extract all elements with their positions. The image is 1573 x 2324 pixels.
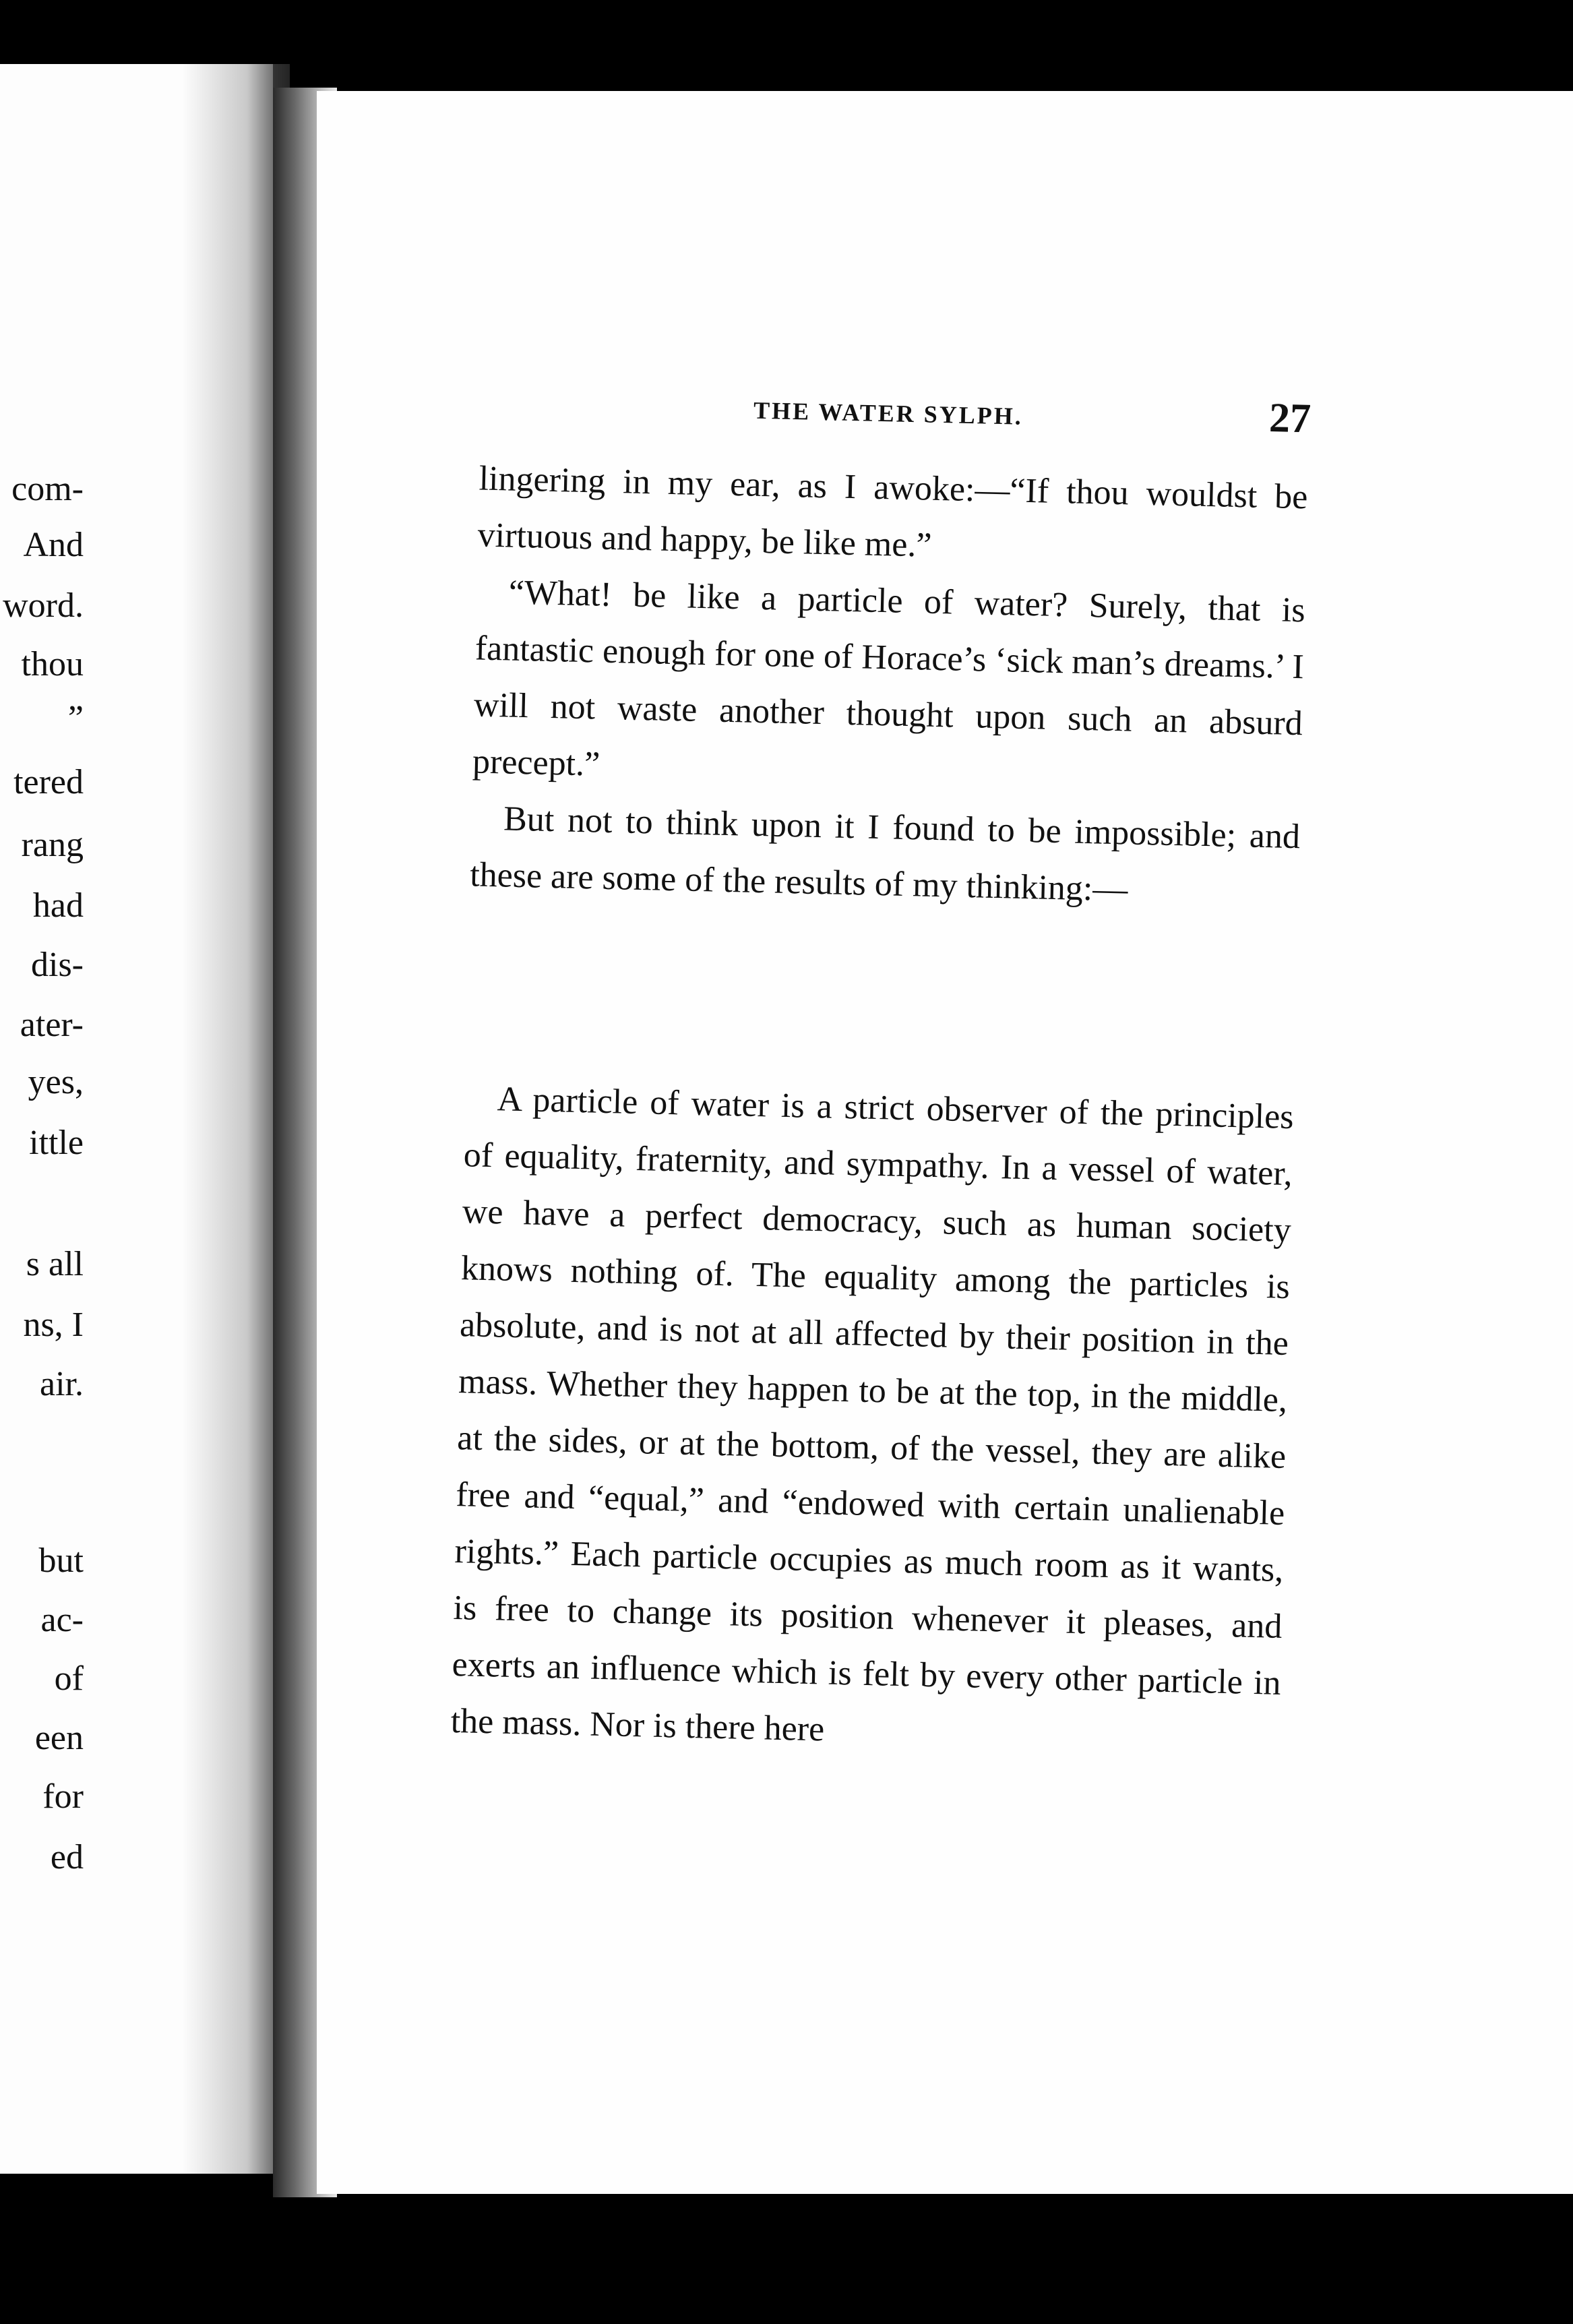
- paragraph: But not to think upon it I found to be impossible; and these are some of the results of my thinking:—: [469, 799, 1301, 909]
- left-line-fragment: ater-: [20, 1006, 84, 1044]
- left-line-fragment: tered: [13, 763, 84, 801]
- left-line-fragment: s all: [26, 1245, 84, 1283]
- left-line-fragment: air.: [40, 1365, 84, 1403]
- left-line-fragment: ed: [50, 1838, 84, 1876]
- left-line-fragment: had: [32, 886, 84, 925]
- paragraph: A particle of water is a strict observer of the principles of equality, fraternity, and sympathy. In a vessel of water, we have a perfect democracy, such as human society knows nothing of. The equality among the particles is absolute, and is not at all affected by their position in the mass. Whether they happen to be at the top, in the middle, at the sides, or at the bottom, of the vessel, they are alike free and “equal,” and “endowed with certain unalienable rights.” Each particle occupies as much room as it wants, is free to change its position whenever it pleases, and exerts an influence which is felt by every other particle in the mass. Nor is there here: [450, 1080, 1295, 1749]
- left-line-fragment: com-: [11, 470, 84, 508]
- left-line-fragment: dis-: [31, 946, 84, 984]
- left-line-fragment: ”: [67, 699, 84, 737]
- right-page: [317, 91, 1573, 2194]
- left-line-fragment: thou: [21, 645, 84, 683]
- left-line-fragment: word.: [3, 586, 84, 625]
- left-line-fragment: but: [38, 1541, 84, 1580]
- left-line-fragment: rang: [21, 826, 84, 864]
- paragraph: lingering in my ear, as I awoke:—“If thou wouldst be virtuous and happy, be like me.”: [477, 459, 1309, 565]
- left-page-text-fragments: [0, 0, 273, 2324]
- left-line-fragment: yes,: [28, 1063, 84, 1101]
- left-line-fragment: of: [54, 1659, 84, 1698]
- page-content: [292, 70, 1573, 2201]
- running-head: THE WATER SYLPH.: [753, 396, 1024, 430]
- page-number: 27: [1268, 395, 1312, 442]
- left-line-fragment: ac-: [40, 1601, 84, 1639]
- left-line-fragment: ns, I: [23, 1306, 84, 1344]
- paragraph: “What! be like a particle of water? Surely, that is fantastic enough for one of Horace’s ‘sick man’s dreams.’ I will not waste another thought upon such an absurd precept.”: [472, 573, 1306, 784]
- left-line-fragment: ittle: [29, 1124, 84, 1162]
- left-line-fragment: een: [34, 1719, 84, 1757]
- left-line-fragment: for: [42, 1777, 84, 1816]
- left-line-fragment: And: [23, 526, 84, 564]
